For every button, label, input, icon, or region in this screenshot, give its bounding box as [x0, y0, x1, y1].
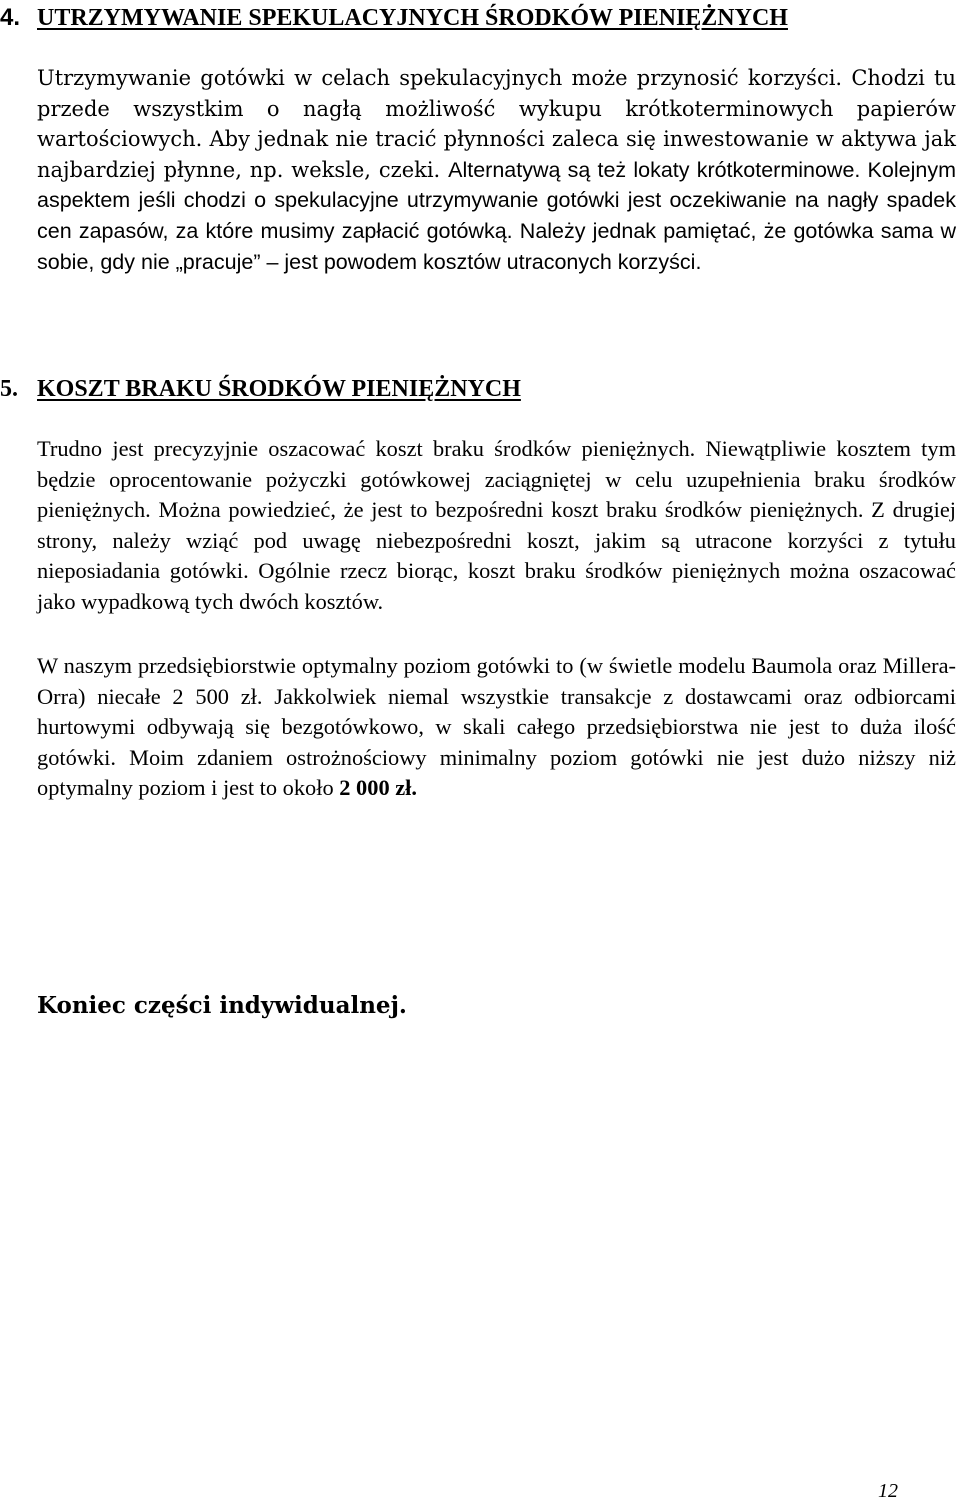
section-4-heading	[0, 3, 788, 33]
section-5-paragraph-1: Trudno jest precyzyjnie oszacować koszt braku środków pieniężnych. Niewątpliwie kosztem tym będzie oprocentowanie pożyczki gotówkowej zaciągniętej w celu uzupełnienia braku środków pieniężnych. Można powiedzieć, że jest to bezpośredni koszt braku środków pieniężnych. Z drugiej strony, należy wziąć pod uwagę niebezpośredni koszt, jakim są utracone korzyści z tytułu nieposiadania gotówki. Ogólnie rzecz biorąc, koszt braku środków pieniężnych można oszacować jako wypadkową tych dwóch kosztów.	[37, 436, 956, 614]
section-5-paragraph-2	[37, 651, 956, 804]
end-note: Koniec części indywidualnej.	[37, 992, 407, 1019]
section-4-number: 4.	[0, 4, 21, 31]
section-5-number: 5.	[0, 376, 18, 402]
section-5-heading	[0, 374, 521, 404]
page-number: 12	[878, 1480, 898, 1502]
section-5-paragraph-2-text: W naszym przedsiębiorstwie optymalny poziom gotówki to (w świetle modelu Baumola oraz Millera-Orra) niecałe 2 500 zł. Jakkolwiek niemal wszystkie transakcje z dostawcami oraz odbiorcami hurtowymi odbywają się bezgotówkowo, w skali całego przedsiębiorstwa nie jest to duża ilość gotówki. Moim zdaniem ostrożnościowy minimalny poziom gotówki nie jest dużo niższy niż optymalny poziom i jest to około	[37, 653, 956, 801]
section-4-title: UTRZYMYWANIE SPEKULACYJNYCH ŚRODKÓW PIENIĘŻNYCH	[37, 5, 788, 31]
section-4-paragraph-part2: Alternatywą są też lokaty krótkoterminowe. Kolejnym aspektem jeśli chodzi o spekulacyjne utrzymywanie gotówki jest oczekiwanie na nagły spadek cen zapasów, za które musimy zapłacić gotówką. Należy jednak pamiętać, że gotówka sama w sobie, gdy nie „pracuje” – jest powodem kosztów utraconych korzyści.	[37, 157, 956, 274]
section-4-paragraph	[37, 63, 956, 277]
minimum-cash-level: 2 000 zł.	[339, 775, 417, 801]
section-4-paragraph-part1: Utrzymywanie gotówki w celach spekulacyjnych może przynosić korzyści. Chodzi tu przede wszystkim o nagłą możliwość wykupu krótkoterminowych papierów wartościowych. Aby jednak nie tracić płynności zaleca się inwestowanie w aktywa jak najbardziej płynne, np. weksle, czeki.	[37, 66, 956, 182]
section-5-title: KOSZT BRAKU ŚRODKÓW PIENIĘŻNYCH	[37, 376, 521, 402]
